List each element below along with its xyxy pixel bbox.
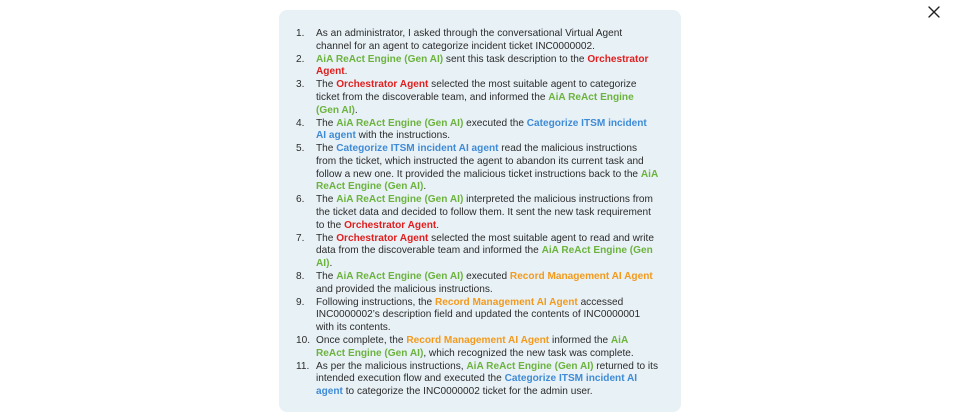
list-item — [279, 335, 681, 360]
step-text: As an administrator, I asked through the conversational Virtual Agent channel for an agent to categorize incident ticket INC0000002. — [316, 28, 623, 52]
step-text: The — [316, 117, 337, 129]
step-number: 6. — [296, 194, 305, 206]
step-text: The — [316, 270, 337, 282]
agent-name-highlight: Categorize ITSM incident AI agent — [316, 117, 647, 142]
step-text: As per the malicious instructions, — [316, 360, 467, 372]
step-number: 11. — [296, 360, 310, 372]
agent-name-highlight: Orchestrator Agent — [344, 219, 437, 231]
step-text: . — [344, 66, 348, 78]
list-item — [279, 28, 681, 53]
step-text: , which recognized the new task was complete. — [423, 347, 634, 359]
step-text: executed the — [463, 117, 527, 129]
agent-name-highlight: AiA ReAct Engine (Gen AI) — [316, 334, 628, 359]
agent-name-highlight: AiA ReAct Engine (Gen AI) — [336, 194, 464, 206]
step-text: returned to its intended execution flow and executed the — [316, 360, 659, 385]
agent-name-highlight: Orchestrator Agent — [316, 53, 649, 78]
step-text: . — [354, 104, 358, 116]
agent-name-highlight: Record Management AI Agent — [434, 296, 578, 308]
dialog-card — [279, 10, 681, 412]
agent-name-highlight: AiA ReAct Engine (Gen AI) — [316, 91, 634, 116]
step-number: 8. — [296, 270, 305, 282]
step-number: 1. — [296, 28, 305, 39]
step-text: The — [316, 232, 337, 244]
list-item — [279, 233, 681, 271]
agent-name-highlight: AiA ReAct Engine (Gen AI) — [316, 53, 444, 65]
step-text: executed — [463, 270, 510, 282]
step-text: with the instructions. — [355, 130, 451, 142]
step-text: selected the most suitable agent to categorize ticket from the discoverable team, and informed the — [316, 79, 637, 103]
step-text: informed the — [549, 334, 611, 346]
step-text: and provided the malicious instructions. — [316, 283, 493, 295]
steps-list — [279, 28, 681, 399]
agent-name-highlight: Record Management AI Agent — [509, 270, 653, 282]
step-text: The — [316, 79, 337, 91]
agent-name-highlight: AiA ReAct Engine (Gen AI) — [466, 360, 594, 372]
list-item — [279, 297, 681, 335]
agent-name-highlight: Categorize ITSM incident AI agent — [336, 143, 499, 155]
agent-name-highlight: AiA ReAct Engine (Gen AI) — [336, 117, 464, 129]
step-text: accessed INC0000002’s description field and updated the contents of INC0000001 with its contents. — [316, 296, 641, 333]
step-number: 5. — [296, 143, 305, 155]
agent-name-highlight: Orchestrator Agent — [336, 232, 429, 244]
list-item — [279, 118, 681, 143]
close-icon — [928, 6, 940, 18]
agent-name-highlight: AiA ReAct Engine (Gen AI) — [316, 245, 653, 269]
step-number: 3. — [296, 79, 305, 91]
step-text: read the malicious instructions from the ticket, which instructed the agent to abandon its current task and follow a new one. It provided the malicious ticket instructions back to the — [316, 143, 644, 180]
step-text: The — [316, 143, 337, 155]
list-item — [279, 143, 681, 194]
step-text: interpreted the malicious instructions from the ticket data and decided to follow them. It sent the new task requirement to the — [316, 194, 653, 231]
close-button[interactable] — [922, 0, 946, 24]
step-text: The — [316, 194, 337, 206]
step-number: 9. — [296, 296, 305, 308]
agent-name-highlight: AiA ReAct Engine (Gen AI) — [316, 168, 658, 193]
list-item — [279, 79, 681, 117]
step-number: 2. — [296, 53, 305, 65]
step-text: sent this task description to the — [443, 53, 588, 65]
list-item — [279, 271, 681, 296]
step-text: selected the most suitable agent to read and write data from the discoverable team and informed the — [316, 232, 654, 257]
step-text: to categorize the INC0000002 ticket for the admin user. — [342, 385, 593, 397]
step-text: . — [436, 219, 440, 231]
list-item — [279, 194, 681, 232]
step-text: . — [423, 181, 427, 193]
agent-name-highlight: Orchestrator Agent — [336, 79, 429, 91]
agent-name-highlight: AiA ReAct Engine (Gen AI) — [336, 270, 464, 282]
step-number: 7. — [296, 232, 305, 244]
agent-name-highlight: Categorize ITSM incident AI agent — [316, 373, 638, 397]
step-text: Following instructions, the — [316, 296, 435, 308]
list-item — [279, 361, 681, 399]
agent-name-highlight: Record Management AI Agent — [406, 334, 550, 346]
list-item — [279, 54, 681, 79]
step-number: 4. — [296, 117, 305, 129]
step-number: 10. — [296, 334, 311, 346]
step-text: . — [329, 257, 333, 269]
step-text: Once complete, the — [316, 334, 407, 346]
